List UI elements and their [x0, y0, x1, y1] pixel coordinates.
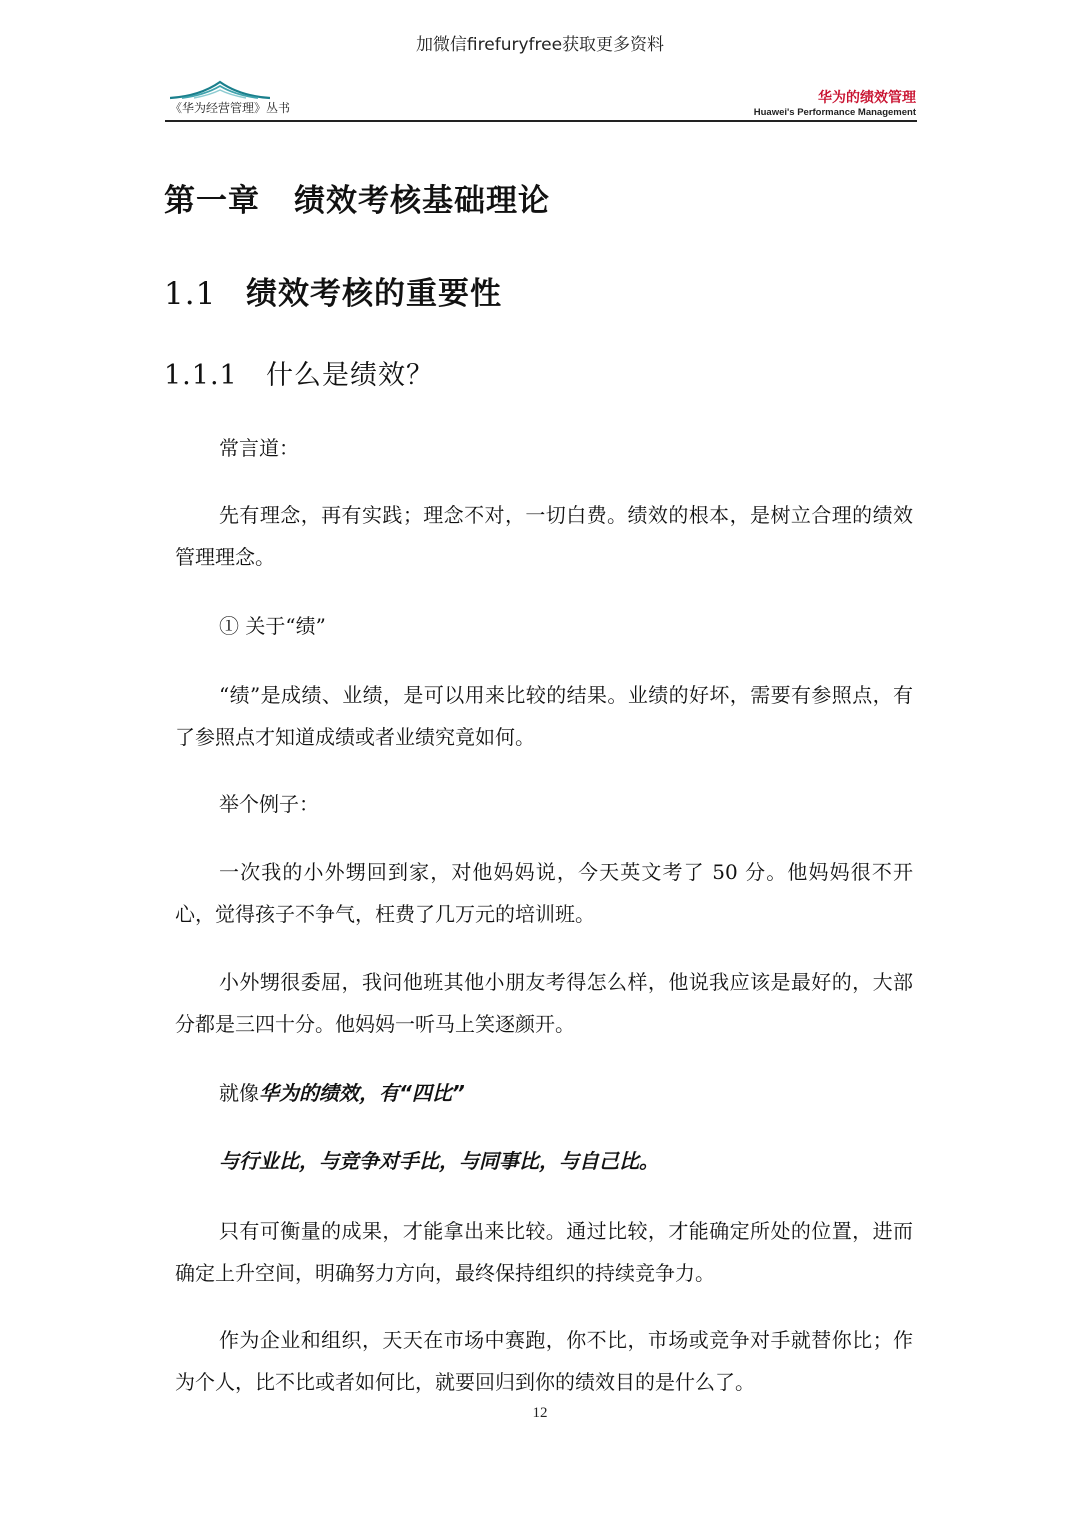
top-note: 加微信firefuryfree获取更多资料	[415, 35, 665, 55]
paragraph-text: 一次我的小外甥回到家，对他妈妈说，今天英文考了 50 分。他妈妈很不开心，觉得孩子不争气，枉费了几万元的培训班。	[175, 860, 913, 926]
emphasized-text: 与行业比，与竞争对手比，与同事比，与自己比。	[219, 1149, 659, 1173]
paragraph	[175, 674, 913, 758]
paragraph-text: 先有理念，再有实践；理念不对，一切白费。绩效的根本，是树立合理的绩效管理理念。	[175, 503, 913, 569]
paragraph	[175, 1072, 913, 1114]
paragraph	[175, 1210, 913, 1294]
paragraph-text: 就像	[219, 1081, 259, 1105]
paragraph	[175, 783, 913, 825]
header-rule	[165, 120, 917, 122]
section-title: 绩效考核的重要性	[246, 276, 502, 312]
section-number: 1.1	[164, 276, 217, 312]
paragraph-text: 常言道：	[219, 436, 299, 460]
paragraph-text: 小外甥很委屈，我问他班其他小朋友考得怎么样，他说我应该是最好的，大部分都是三四十分。他妈妈一听马上笑逐颜开。	[175, 970, 913, 1036]
page-number: 12	[532, 1405, 548, 1421]
subsection-title: 什么是绩效？	[266, 360, 434, 391]
paragraph	[175, 1140, 913, 1182]
paragraph	[175, 851, 913, 935]
paragraph-text: “绩”是成绩、业绩，是可以用来比较的结果。业绩的好坏，需要有参照点，有了参照点才知道成绩或者业绩究竟如何。	[175, 683, 913, 749]
series-title: 《华为经营管理》丛书	[170, 101, 291, 115]
paragraph	[175, 427, 913, 469]
brand-title-cn: 华为的绩效管理	[818, 90, 916, 106]
paragraph	[175, 961, 913, 1045]
paragraph-text: 举个例子：	[219, 792, 319, 816]
brand-block	[754, 90, 916, 119]
chapter-number: 第一章	[164, 183, 260, 219]
paragraph	[175, 1319, 913, 1403]
brand-title-en: Huawei's Performance Management	[753, 107, 916, 118]
emphasized-text: 华为的绩效，有“四比”	[259, 1081, 465, 1105]
paragraph-text: 只有可衡量的成果，才能拿出来比较。通过比较，才能确定所处的位置，进而确定上升空间，明确努力方向，最终保持组织的持续竞争力。	[175, 1219, 913, 1285]
mountain-logo-icon	[170, 78, 270, 100]
paragraph	[175, 494, 913, 578]
chapter-heading	[164, 175, 550, 220]
section-heading	[164, 268, 502, 313]
subsection-number: 1.1.1	[164, 360, 238, 391]
chapter-title: 绩效考核基础理论	[294, 183, 550, 219]
subsection-heading	[164, 353, 434, 392]
paragraph-text: ① 关于“绩”	[219, 614, 326, 638]
paragraph	[175, 605, 913, 647]
paragraph-text: 作为企业和组织，天天在市场中赛跑，你不比，市场或竞争对手就替你比；作为个人，比不比或者如何比，就要回归到你的绩效目的是什么了。	[175, 1328, 913, 1394]
